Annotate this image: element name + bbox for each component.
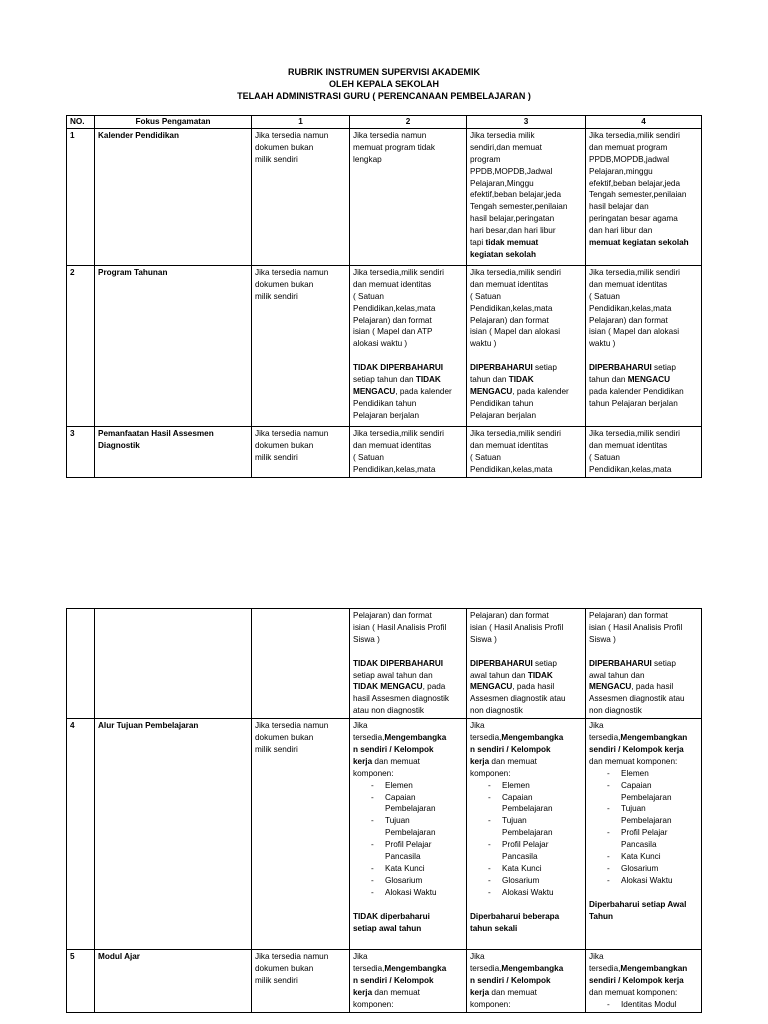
component-list: - Elemen - Capaian Pembelajaran - Tujuan Pembelajaran - Profil Pelajar Pancasila - Kata Kunci - Glosarium - Alokasi Waktu [371,780,437,897]
column-header-score-1: 1 [252,116,350,129]
column-header-score-2: 2 [350,116,467,129]
cell-score-2: Pelajaran) dan format isian ( Hasil Analisis Profil Siswa ) TIDAK DIPERBAHARUI setiap awal tahun dan TIDAK MENGACU, pada hasil Assesmen diagnostik atau non diagnostik [350,609,467,719]
column-header-focus: Fokus Pengamatan [95,116,252,129]
cell-score-1: Jika tersedia namun dokumen bukan milik sendiri [252,128,350,265]
table-row [67,950,702,1013]
cell-score-2: Jika tersedia namun memuat program tidak lengkap [350,128,467,265]
row-number: 3 [67,426,95,477]
table-row-continuation [67,609,702,719]
cell-score-2: Jika tersedia,Mengembangka n sendiri / Kelompok kerja dan memuat komponen: - Elemen - Capaian Pembelajaran - Tujuan Pembelajaran - Profil Pelajar Pancasila - Kata Kunci - Glosarium - Alokasi Waktu TIDAK diperbaharui setiap awal tahun [350,719,467,950]
cell-score-3: Jika tersedia,milik sendiri dan memuat identitas ( Satuan Pendidikan,kelas,mata [467,426,586,477]
cell-score-1: Jika tersedia namun dokumen bukan milik sendiri [252,265,350,426]
cell-score-4: Pelajaran) dan format isian ( Hasil Analisis Profil Siswa ) DIPERBAHARUI setiap awal tahun dan MENGACU, pada hasil Assesmen diagnostik atau non diagnostik [586,609,702,719]
row-focus: Pemanfaatan Hasil Assesmen Diagnostik [95,426,252,477]
cell-score-4: Jika tersedia,milik sendiri dan memuat program PPDB,MOPDB,jadwal Pelajaran,minggu efektif,beban belajar,jeda Tengah semester,penilaian hasil belajar dan peringatan besar agama dan hari libur dan memuat kegiatan sekolah [586,128,702,265]
title-line-1: RUBRIK INSTRUMEN SUPERVISI AKADEMIK [287,67,480,77]
row-number: 5 [67,950,95,1013]
row-number: 4 [67,719,95,950]
component-list: - Elemen - Capaian Pembelajaran - Tujuan Pembelajaran - Profil Pelajar Pancasila - Kata Kunci - Glosarium - Alokasi Waktu [488,780,554,897]
cell-score-1 [252,609,350,719]
row-focus: Kalender Pendidikan [95,128,252,265]
cell-score-1: Jika tersedia namun dokumen bukan milik sendiri [252,426,350,477]
cell-score-2: Jika tersedia,milik sendiri dan memuat identitas ( Satuan Pendidikan,kelas,mata [350,426,467,477]
cell-score-1: Jika tersedia namun dokumen bukan milik sendiri [252,719,350,950]
cell-score-3: Jika tersedia milik sendiri,dan memuat program PPDB,MOPDB,Jadwal Pelajaran,Minggu efektif,beban belajar,jeda Tengah semester,penilaian hasil belajar,peringatan hari besar,dan hari libur tapi tidak memuat kegiatan sekolah [467,128,586,265]
column-header-score-4: 4 [586,116,702,129]
cell-score-3: Jika tersedia,Mengembangka n sendiri / Kelompok kerja dan memuat komponen: [467,950,586,1013]
column-header-score-3: 3 [467,116,586,129]
document-title [0,66,768,102]
title-line-2: OLEH KEPALA SEKOLAH [328,79,439,89]
row-number: 1 [67,128,95,265]
table-row [67,426,702,477]
row-focus [95,609,252,719]
cell-score-3: Pelajaran) dan format isian ( Hasil Analisis Profil Siswa ) DIPERBAHARUI setiap awal tahun dan TIDAK MENGACU, pada hasil Assesmen diagnostik atau non diagnostik [467,609,586,719]
column-header-no: NO. [67,116,95,129]
cell-score-2: Jika tersedia,milik sendiri dan memuat identitas ( Satuan Pendidikan,kelas,mata Pelajaran) dan format isian ( Mapel dan ATP alokasi waktu ) TIDAK DIPERBAHARUI setiap tahun dan TIDAK MENGACU, pada kalender Pendidikan tahun Pelajaran berjalan [350,265,467,426]
cell-score-4: Jika tersedia,milik sendiri dan memuat identitas ( Satuan Pendidikan,kelas,mata Pelajaran) dan format isian ( Mapel dan alokasi waktu ) DIPERBAHARUI setiap tahun dan MENGACU pada kalender Pendidikan tahun Pelajaran berjalan [586,265,702,426]
row-number: 2 [67,265,95,426]
title-line-3: TELAAH ADMINISTRASI GURU ( PERENCANAAN PEMBELAJARAN ) [237,91,531,101]
component-list: - Identitas Modul [607,999,677,1009]
table-header-row [67,116,702,129]
row-number [67,609,95,719]
rubric-table-page-2 [66,608,702,1013]
cell-score-4: Jika tersedia,Mengembangkan sendiri / Kelompok kerja dan memuat komponen: - Identitas Modul [586,950,702,1013]
component-list: - Elemen - Capaian Pembelajaran - Tujuan Pembelajaran - Profil Pelajar Pancasila - Kata Kunci - Glosarium - Alokasi Waktu [607,768,673,885]
table-row [67,128,702,265]
rubric-table-page-1 [66,115,702,478]
cell-score-3: Jika tersedia,milik sendiri dan memuat identitas ( Satuan Pendidikan,kelas,mata Pelajaran) dan format isian ( Mapel dan alokasi waktu ) DIPERBAHARUI setiap tahun dan TIDAK MENGACU, pada kalender Pendidikan tahun Pelajaran berjalan [467,265,586,426]
cell-score-1: Jika tersedia namun dokumen bukan milik sendiri [252,950,350,1013]
cell-score-4: Jika tersedia,milik sendiri dan memuat identitas ( Satuan Pendidikan,kelas,mata [586,426,702,477]
row-focus: Alur Tujuan Pembelajaran [95,719,252,950]
cell-score-4: Jika tersedia,Mengembangkan sendiri / Kelompok kerja dan memuat komponen: - Elemen - Capaian Pembelajaran - Tujuan Pembelajaran - Profil Pelajar Pancasila - Kata Kunci - Glosarium - Alokasi Waktu Diperbaharui setiap Awal Tahun [586,719,702,950]
table-row [67,719,702,950]
table-row [67,265,702,426]
cell-score-2: Jika tersedia,Mengembangka n sendiri / Kelompok kerja dan memuat komponen: [350,950,467,1013]
row-focus: Modul Ajar [95,950,252,1013]
row-focus: Program Tahunan [95,265,252,426]
cell-score-3: Jika tersedia,Mengembangka n sendiri / Kelompok kerja dan memuat komponen: - Elemen - Capaian Pembelajaran - Tujuan Pembelajaran - Profil Pelajar Pancasila - Kata Kunci - Glosarium - Alokasi Waktu Diperbaharui beberapa tahun sekali [467,719,586,950]
